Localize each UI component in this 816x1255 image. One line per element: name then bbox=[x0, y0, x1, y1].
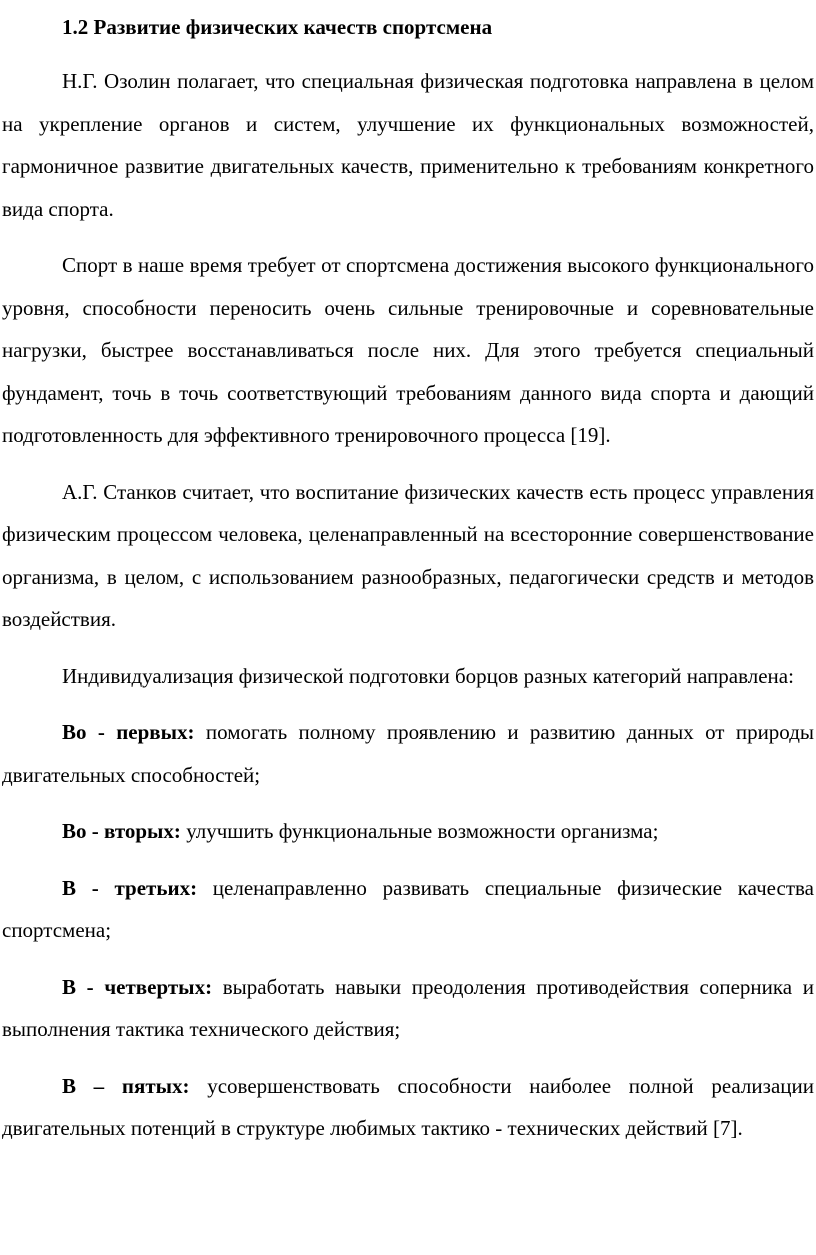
list-item-second bbox=[2, 810, 814, 853]
list-item-text: помогать полному проявлению и развитию данных от природы двигательных способностей; bbox=[2, 720, 814, 787]
list-item-label: Во - первых: bbox=[62, 720, 195, 744]
list-item-text: выработать навыки преодоления противодействия соперника и выполнения тактика технического действия; bbox=[2, 974, 814, 1041]
section-heading: 1.2 Развитие физических качеств спортсмена bbox=[62, 15, 493, 39]
list-item-fourth bbox=[2, 966, 814, 1051]
list-item-third bbox=[2, 867, 814, 952]
list-item-fifth bbox=[2, 1065, 814, 1150]
paragraph-sport-requirements: Спорт в наше время требует от спортсмена достижения высокого функционального уровня, способности переносить очень сильные тренировочные и соревновательные нагрузки, быстрее восстанавливаться после них. Для этого требуется специальный фундамент, точь в точь соответствующий требованиям данного вида спорта и дающий подготовленность для эффективного тренировочного процесса [19]. bbox=[2, 253, 814, 447]
list-item-label: В – пятых: bbox=[62, 1073, 190, 1098]
list-item-first bbox=[2, 711, 814, 796]
list-item-label: Во - вторых: bbox=[62, 819, 181, 843]
list-item-text: улучшить функциональные возможности организма; bbox=[180, 819, 659, 843]
paragraph-individualization: Индивидуализация физической подготовки борцов разных категорий направлена: bbox=[62, 663, 794, 688]
list-item-label: В - четвертых: bbox=[62, 974, 213, 999]
list-item-label: В - третьих: bbox=[62, 875, 198, 900]
paragraph-ozolin: Н.Г. Озолин полагает, что специальная физическая подготовка направлена в целом на укрепление органов и систем, улучшение их функциональных возможностей, гармоничное развитие двигательных качеств, применительно к требованиям конкретного вида спорта. bbox=[2, 69, 814, 221]
list-item-text: целенаправленно развивать специальные физические качества спортсмена; bbox=[2, 875, 814, 942]
paragraph-stankov: А.Г. Станков считает, что воспитание физических качеств есть процесс управления физическим процессом человека, целенаправленный на всесторонние совершенствование организма, в целом, с использованием разнообразных, педагогически средств и методов воздействия. bbox=[2, 479, 814, 631]
list-item-text: усовершенствовать способности наиболее полной реализации двигательных потенций в структуре любимых тактико - технических действий [7]. bbox=[2, 1073, 814, 1140]
